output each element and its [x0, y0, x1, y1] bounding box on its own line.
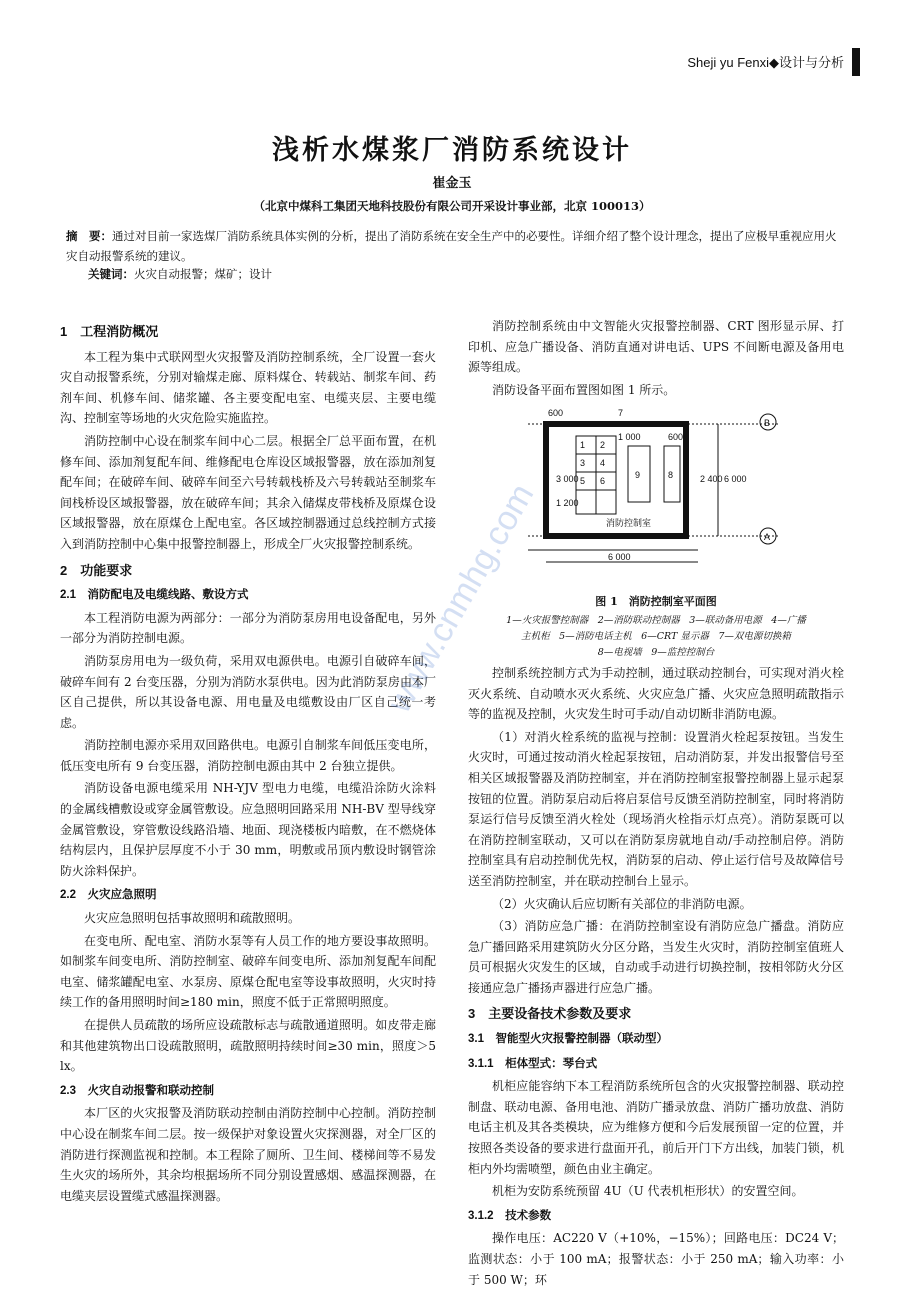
- paragraph: 本厂区的火灾报警及消防联动控制由消防控制中心控制。消防控制中心设在制浆车间二层。按一级保护对象设置火灾探测器，对全厂区的消防进行探测监视和控制。本工程除了厕所、卫生间、楼梯间等不易发生火灾的场所外，其余均根据场所不同分别设置感烟、感温探测器，在电缆夹层设置缆式感温探测器。: [60, 1106, 436, 1203]
- dim-label: 1 200: [556, 498, 579, 509]
- dim-label: 1 000: [618, 432, 641, 443]
- subsection-heading: 2.3 火灾自动报警和联动控制: [60, 1084, 214, 1097]
- paragraph: 机柜为安防系统预留 4U（U 代表机柜形状）的安置空间。: [492, 1184, 804, 1199]
- paragraph: 消防设备电源电缆采用 NH-YJV 型电力电缆，电缆沿涂防火涂料的金属线槽敷设或穿金属管敷设。应急照明回路采用 NH-BV 型导线穿金属管敷设，穿管敷设线路沿墙、地面、现浇楼板内暗敷，在不燃烧体结构层内，且保护层厚度不小于 30 mm，明敷或吊顶内敷设时钢管涂防火涂料保护。: [60, 781, 436, 878]
- dim-label: 6 000: [724, 474, 747, 485]
- paragraph: 火灾应急照明包括事故照明和疏散照明。: [84, 911, 301, 926]
- keywords: [88, 266, 272, 282]
- slot-label: 6: [600, 476, 606, 487]
- slot-label: 3: [580, 458, 586, 469]
- paragraph: 操作电压：AC220 V（+10%，−15%）；回路电压：DC24 V；监测状态：小于 100 mA；报警状态：小于 250 mA；输入功率：小于 500 W；环: [468, 1231, 844, 1287]
- paragraph: 在提供人员疏散的场所应设疏散标志与疏散通道照明。如皮带走廊和其他建筑物出口设疏散照明，疏散照明持续时间≥30 min，照度＞5 lx。: [60, 1018, 436, 1074]
- dim-label: 6 000: [608, 552, 631, 563]
- slot-label: 1: [580, 440, 586, 451]
- header-bar: [852, 48, 860, 76]
- figure-legend-line: 主机柜 5—消防电话主机 6—CRT 显示器 7—双电源切换箱: [521, 630, 791, 642]
- affiliation: （北京中煤科工集团天地科技股份有限公司开采设计事业部，北京 100013）: [253, 199, 651, 213]
- right-column: [468, 316, 844, 1292]
- slot-label: 8: [668, 470, 674, 481]
- section-heading: 3 主要设备技术参数及要求: [468, 1006, 632, 1022]
- paragraph: 消防泵房用电为一级负荷，采用双电源供电。电源引自破碎车间，破碎车间有 2 台变压器，分别为消防水泵供电。因为此消防泵房由本厂区自己提供，所以其设备电源、用电量及电缆敷设由厂区自己统一考虑。: [60, 653, 436, 730]
- axis-label-a: A: [764, 532, 771, 543]
- subsection-heading: 3.1.2 技术参数: [468, 1209, 552, 1222]
- slot-label: 2: [600, 440, 606, 451]
- author: 崔金玉: [432, 176, 472, 191]
- left-column: [60, 316, 436, 1208]
- section-heading: 1 工程消防概况: [60, 324, 159, 339]
- subsection-heading: 3.1.1 柜体型式：琴台式: [468, 1057, 598, 1070]
- paragraph: 机柜应能容纳下本工程消防系统所包含的火灾报警控制器、联动控制盘、联动电源、备用电池、消防广播录放盘、消防广播功放盘、消防电话主机及其各类模块，应为维修方便和今后发展预留一定的位置，并按照各类设备的要求进行盘面开孔，前后开门下方出线，加装门锁，机柜内外均需喷塑，颜色由业主确定。: [468, 1079, 844, 1176]
- dim-label: 600: [668, 432, 684, 443]
- abstract-label: 摘 要：: [66, 229, 112, 243]
- keywords-label: 关键词：: [88, 267, 134, 281]
- figure-caption: 图 1 消防控制室平面图: [595, 595, 717, 609]
- figure-1: [468, 402, 844, 661]
- dim-label: 3 000: [556, 474, 579, 485]
- subsection-heading: 2.1 消防配电及电缆线路、敷设方式: [60, 589, 249, 602]
- paragraph: （3）消防应急广播：在消防控制室设有消防应急广播盘。消防应急广播回路采用建筑防火分区分路，当发生火灾时，消防控制室值班人员可根据火灾发生的区域，自动或手动进行切换控制，按相邻防火分区接通应急广播扬声器进行应急广播。: [468, 919, 844, 995]
- paragraph: 控制系统控制方式为手动控制，通过联动控制台，可实现对消火栓灭火系统、自动喷水灭火系统、火灾应急广播、火灾应急照明疏散指示等的监视及控制，火灾发生时可手动/自动切断非消防电源。: [468, 665, 844, 722]
- paragraph: 本工程为集中式联网型火灾报警及消防控制系统，全厂设置一套火灾自动报警系统，分别对输煤走廊、原料煤仓、转载站、制浆车间、药剂车间、机修车间、储浆罐、各主要变配电室、电缆夹层、主要电缆沟、控制室等场地的火灾危险实施监控。: [60, 349, 436, 426]
- paragraph: 消防控制电源亦采用双回路供电。电源引自制浆车间低压变电所，低压变电所有 9 台变压器，消防控制电源由其中 2 台独立提供。: [60, 738, 436, 773]
- subsection-heading: 3.1 智能型火灾报警控制器（联动型）: [468, 1033, 668, 1046]
- slot-label: 9: [635, 470, 641, 481]
- subsection-heading: 2.2 火灾应急照明: [60, 889, 157, 902]
- paper-title: 浅析水煤浆厂消防系统设计: [272, 135, 632, 166]
- slot-label: 4: [600, 458, 606, 469]
- slot-label: 5: [580, 476, 586, 487]
- paragraph: 消防控制中心设在制浆车间中心二层。根据全厂总平面布置，在机修车间、添加剂复配车间、维修配电仓库设区域报警器，放在添加剂复配车间；在破碎车间、破碎车间至六号转载栈桥及六号转载站至制浆车间栈桥设区域报警器，放在破碎车间；其余入储煤皮带栈桥及原煤仓设区域报警器，放在原煤仓上配电室。各区域控制器通过总线控制方式接入到消防控制中心集中报警控制器上，形成全厂火灾报警控制系统。: [60, 433, 436, 551]
- keywords-text: 火灾自动报警；煤矿；设计: [134, 267, 272, 281]
- figure-legend-line: 1—火灾报警控制器 2—消防联动控制器 3—联动备用电源 4—广播: [506, 614, 806, 626]
- abstract-text: 通过对目前一家选煤厂消防系统具体实例的分析，提出了消防系统在安全生产中的必要性。详细介绍了整个设计理念，提出了应极早重视应用火灾自动报警系统的建议。: [66, 229, 837, 263]
- slot-label: 7: [618, 408, 624, 419]
- axis-label-b: B: [764, 418, 771, 429]
- dim-label: 2 400: [700, 474, 723, 485]
- paragraph: 在变电所、配电室、消防水泵等有人员工作的地方要设事故照明。如制浆车间变电所、消防控制室、破碎车间变电所、添加剂复配车间配电室、储浆罐配电室、水泵房、原煤仓配电室等设事故照明，火灾时持续工作的备用照明时间≥180 min，照度不低于正常照明照度。: [60, 933, 436, 1010]
- figure-legend-line: 8—电视墙 9—监控控制台: [597, 646, 715, 658]
- abstract: [66, 226, 844, 266]
- paragraph: （2）火灾确认后应切断有关部位的非消防电源。: [492, 896, 752, 911]
- paragraph: 消防控制系统由中文智能火灾报警控制器、CRT 图形显示屏、打印机、应急广播设备、消防直通对讲电话、UPS 不间断电源及备用电源等组成。: [468, 319, 844, 375]
- paragraph: 消防设备平面布置图如图 1 所示。: [492, 382, 676, 397]
- running-header: Sheji yu Fenxi◆设计与分析: [687, 55, 844, 70]
- paragraph: （1）对消火栓系统的监视与控制：设置消火栓起泵按钮。当发生火灾时，可通过按动消火栓起泵按钮，启动消防泵，并发出报警信号至相关区域报警器及消防控制室，并在消防控制室报警控制器上显示起泵按钮的位置。消防泵启动后将启泵信号反馈至消防控制室，同时将消防泵运行信号反馈至消火栓处（现场消火栓指示灯点亮）。消防泵既可以在消防控制室联动，又可以在消防泵房就地自动/手动控制启停。消防控制室具有启动控制优先权，消防泵的启动、停止运行信号及故障信号送至消防控制室，并在联动控制台上显示。: [468, 729, 844, 888]
- room-label: 消防控制室: [606, 518, 652, 529]
- dim-label: 600: [548, 408, 564, 419]
- paragraph: 本工程消防电源为两部分：一部分为消防泵房用电设备配电，另外一部分为消防控制电源。: [60, 610, 436, 646]
- watermark: www.cnmhg.com: [380, 477, 542, 719]
- section-heading: 2 功能要求: [60, 562, 133, 578]
